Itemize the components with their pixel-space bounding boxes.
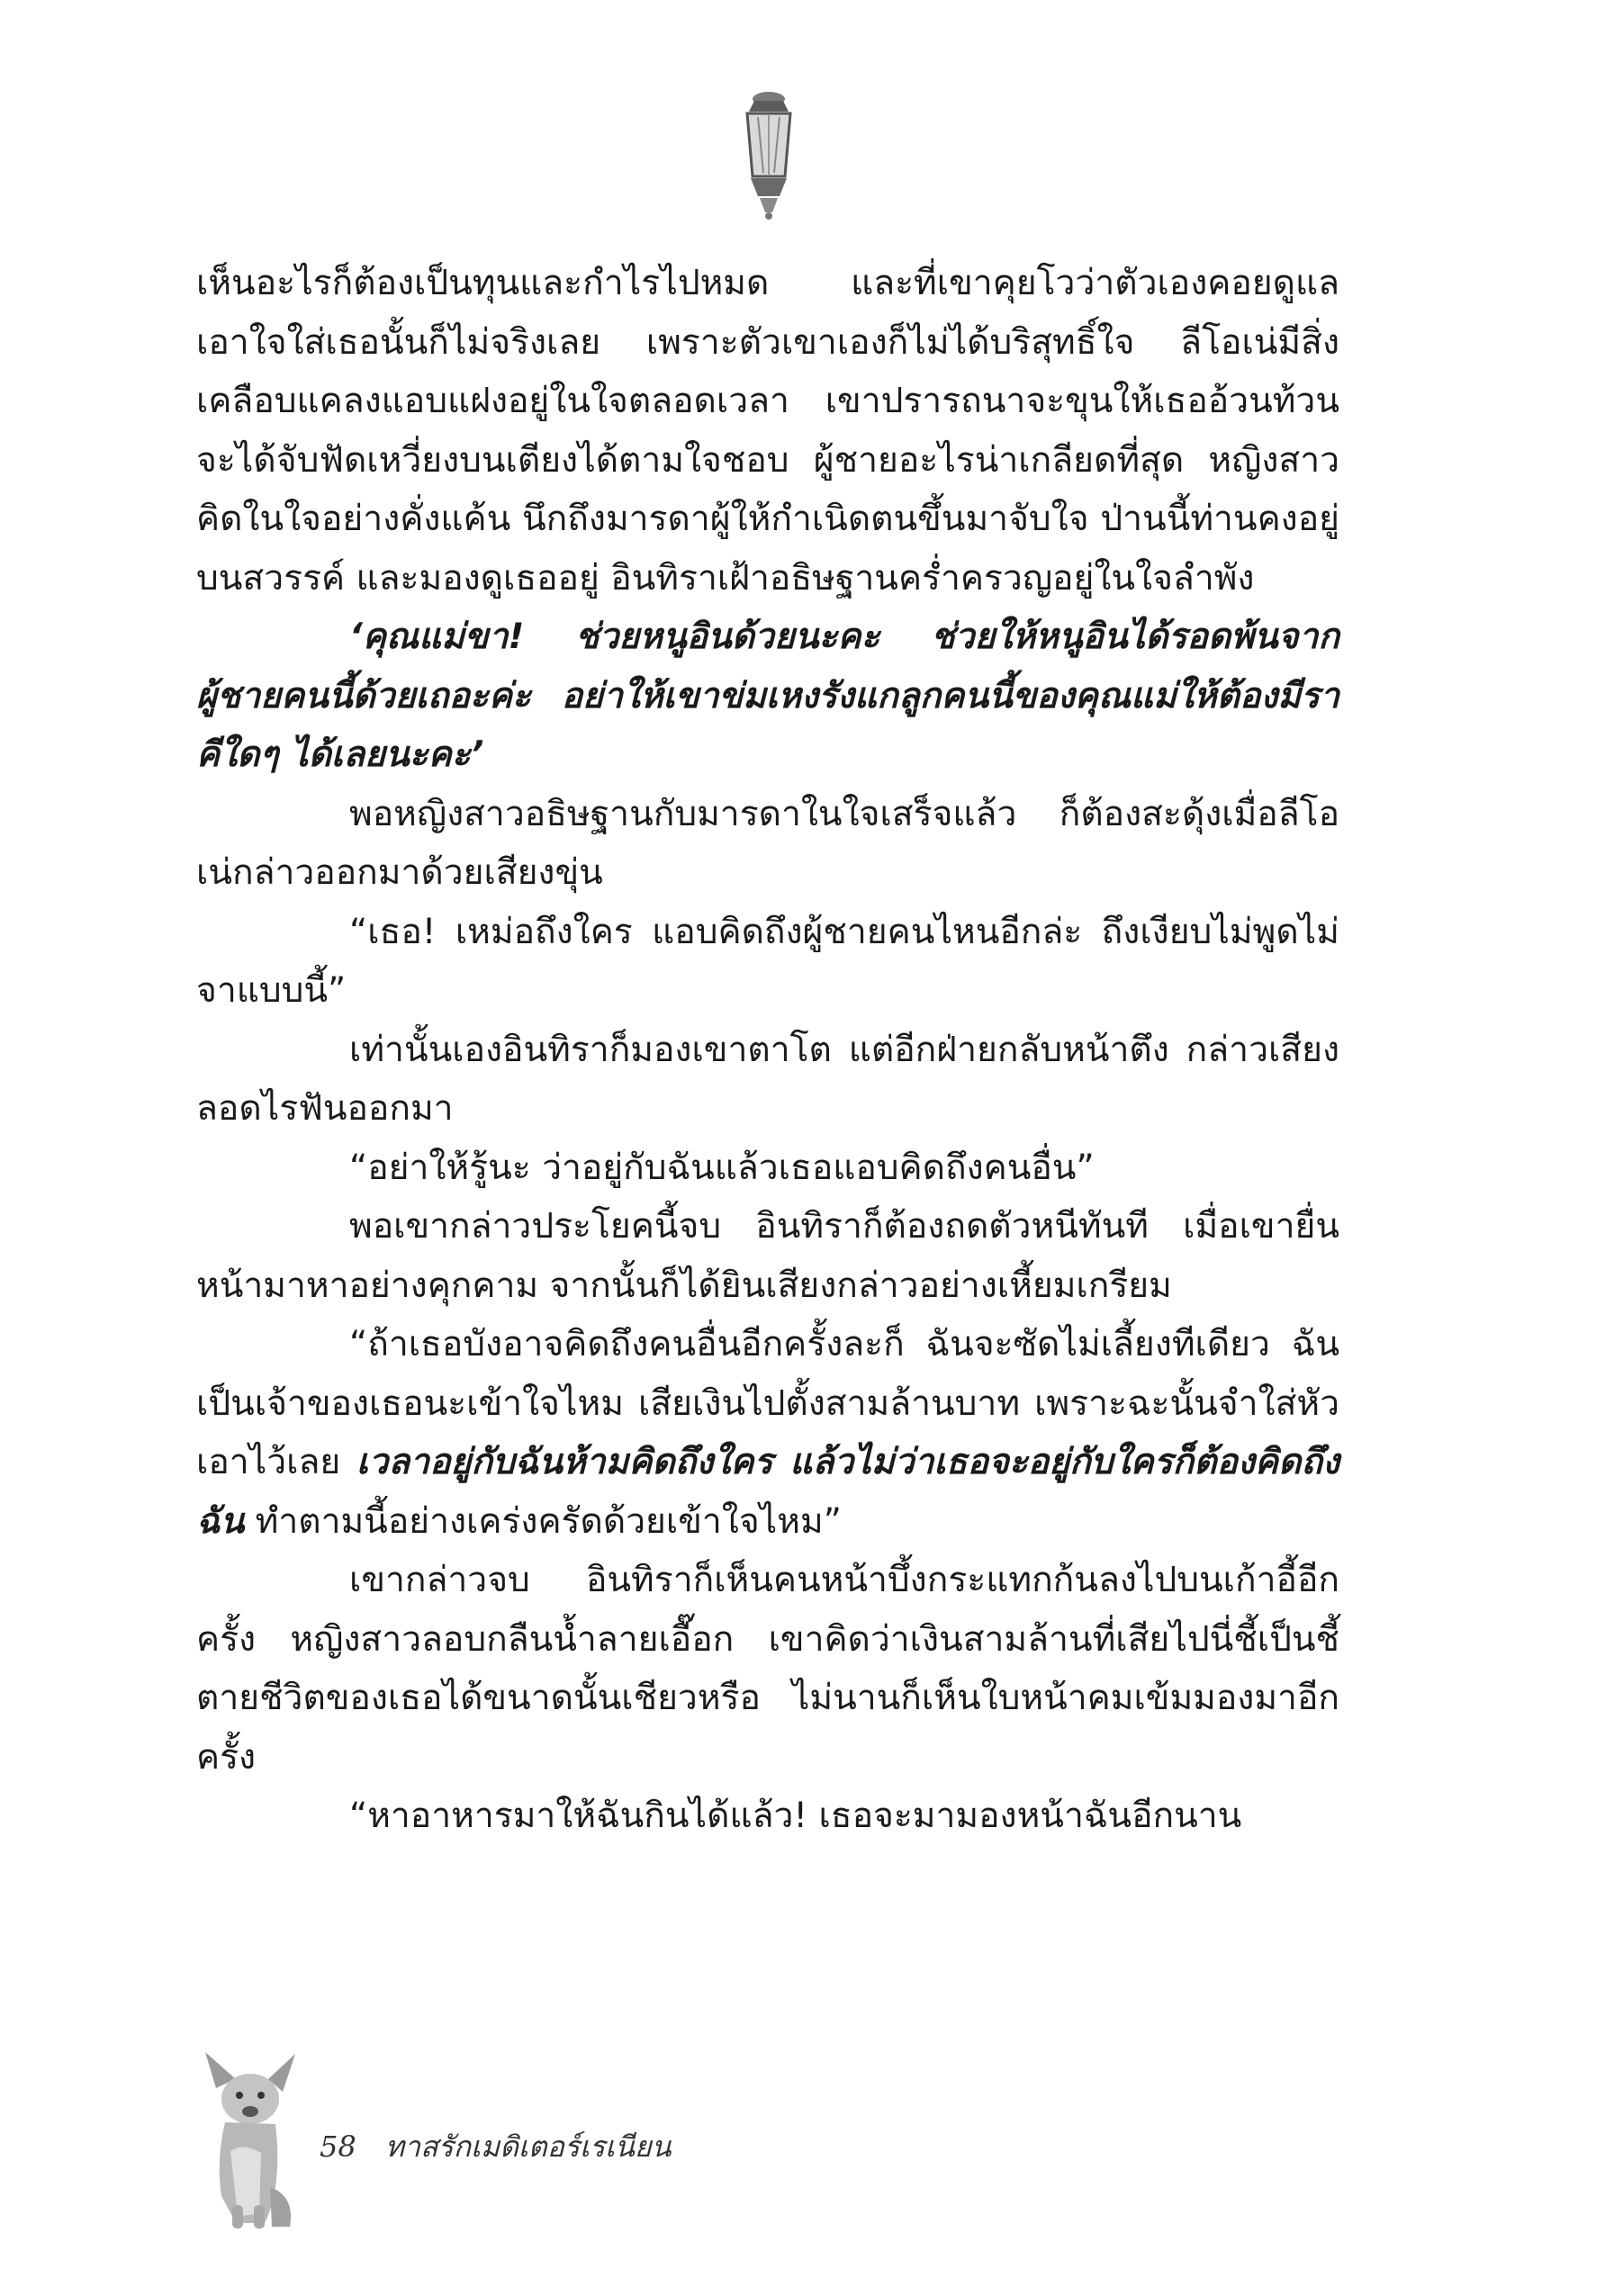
dialogue-paragraph: [196, 1315, 1339, 1551]
body-paragraph: พอเขากล่าวประโยคนี้จบ อินทิราก็ต้องถดตัวหนีทันที เมื่อเขายื่นหน้ามาหาอย่างคุกคาม จากนั้นก็ได้ยินเสียงกล่าวอย่างเหี้ยมเกรียม: [196, 1206, 1339, 1306]
dialogue-text: ทำตามนี้อย่างเคร่งครัดด้วยเข้าใจไหม”: [244, 1500, 842, 1542]
book-title: ทาสรักเมดิเตอร์เรเนียน: [384, 2129, 672, 2164]
emphasized-text: เวลาอยู่กับฉันห้ามคิดถึงใคร แล้วไม่ว่าเธอจะอยู่กับใครก็ต้องคิดถึงฉัน: [196, 1442, 1339, 1542]
body-paragraph: เขากล่าวจบ อินทิราก็เห็นคนหน้าบึ้งกระแทกก้นลงไปบนเก้าอี้อีกครั้ง หญิงสาวลอบกลืนน้ำลายเอื๊อก เขาคิดว่าเงินสามล้านที่เสียไปนี่ชี้เป็นชี้ตายชีวิตของเธอได้ขนาดนั้นเชียวหรือ ไม่นานก็เห็นใบหน้าคมเข้มมองมาอีกครั้ง: [196, 1560, 1339, 1778]
page-body: [196, 254, 1339, 1846]
lantern-icon: [731, 90, 807, 221]
page-number: 58: [320, 2129, 356, 2164]
body-paragraph: เท่านั้นเองอินทิราก็มองเขาตาโต แต่อีกฝ่ายกลับหน้าตึง กล่าวเสียงลอดไรฟันออกมา: [196, 1029, 1339, 1129]
dialogue-paragraph: “หาอาหารมาให้ฉันกินได้แล้ว! เธอจะมามองหน้าฉันอีกนาน: [349, 1796, 1242, 1836]
body-paragraph: เห็นอะไรก็ต้องเป็นทุนและกำไรไปหมด และที่เขาคุยโวว่าตัวเองคอยดูแลเอาใจใส่เธอนั้นก็ไม่จริงเลย เพราะตัวเขาเองก็ไม่ได้บริสุทธิ์ใจ ลีโอเน่มีสิ่งเคลือบแคลงแอบแฝงอยู่ในใจตลอดเวลา เขาปรารถนาจะขุนให้เธออ้วนท้วน จะได้จับฟัดเหวี่ยงบนเตียงได้ตามใจชอบ ผู้ชายอะไรน่าเกลียดที่สุด หญิงสาวคิดในใจอย่างคั่งแค้น นึกถึงมารดาผู้ให้กำเนิดตนขึ้นมาจับใจ ป่านนี้ท่านคงอยู่บนสวรรค์ และมองดูเธออยู่ อินทิราเฝ้าอธิษฐานคร่ำครวญอยู่ในใจลำพัง: [196, 263, 1339, 599]
footer-caption: [320, 2124, 672, 2170]
prayer-paragraph: ‘คุณแม่ขา! ช่วยหนูอินด้วยนะคะ ช่วยให้หนูอินได้รอดพ้นจากผู้ชายคนนี้ด้วยเถอะค่ะ อย่าให้เขาข่มเหงรังแกลูกคนนี้ของคุณแม่ให้ต้องมีราคีใดๆ ได้เลยนะคะ’: [196, 617, 1339, 775]
dialogue-paragraph: “อย่าให้รู้นะ ว่าอยู่กับฉันแล้วเธอแอบคิดถึงคนอื่น”: [349, 1147, 1095, 1188]
body-paragraph: พอหญิงสาวอธิษฐานกับมารดาในใจเสร็จแล้ว ก็ต้องสะดุ้งเมื่อลีโอเน่กล่าวออกมาด้วยเสียงขุ่น: [196, 793, 1339, 893]
page-footer: [189, 2052, 999, 2232]
dialogue-paragraph: “เธอ! เหม่อถึงใคร แอบคิดถึงผู้ชายคนไหนอีกล่ะ ถึงเงียบไม่พูดไม่จาแบบนี้”: [196, 911, 1339, 1011]
chihuahua-icon: [189, 2052, 306, 2232]
dialogue-text: “ถ้าเธอบังอาจคิดถึงคนอื่นอีกครั้งละก็ ฉันจะซัดไม่เลี้ยงทีเดียว ฉันเป็นเจ้าของเธอนะเข้าใจไหม เสียเงินไปตั้งสามล้านบาท เพราะฉะนั้นจำใส่หัวเอาไว้เลย: [196, 1324, 1339, 1482]
